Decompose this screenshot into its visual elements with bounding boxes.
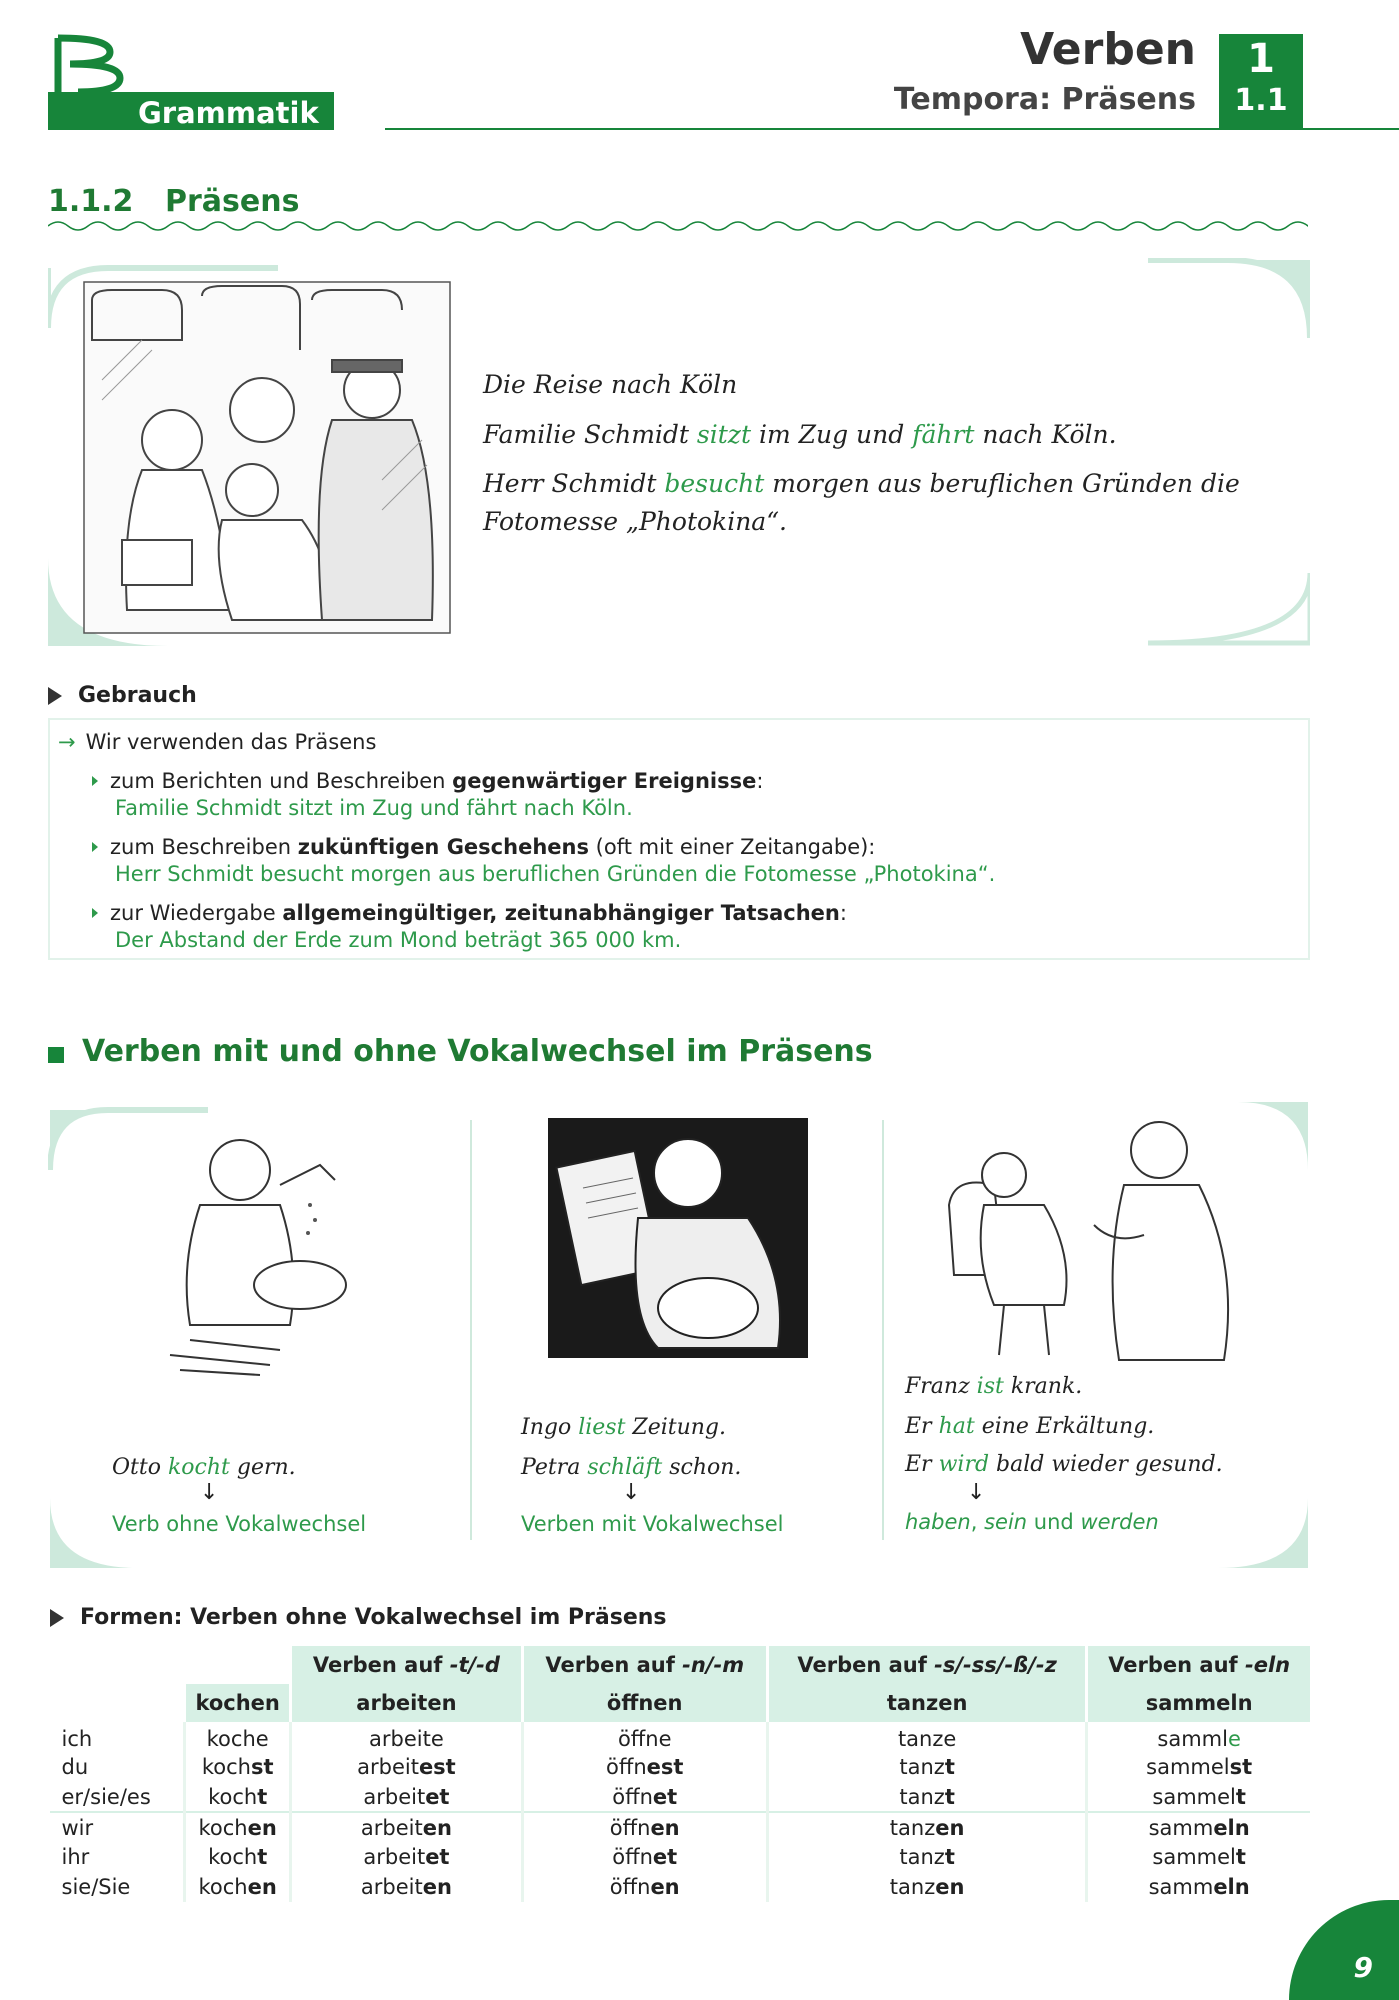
item-bold: gegenwärtiger Ereignisse — [452, 769, 757, 793]
verb-besucht: besucht — [664, 469, 765, 498]
verb-stem: arbeit — [360, 1875, 423, 1899]
arrow-right-icon: → — [58, 730, 76, 754]
caption-subject: Franz — [905, 1374, 977, 1399]
caption-end: gern. — [229, 1455, 296, 1480]
verb-ending: e — [943, 1727, 957, 1751]
verb-kocht: kocht — [167, 1455, 230, 1480]
verb-ending: en — [935, 1815, 965, 1840]
conjugation-cell — [767, 1872, 1086, 1902]
verb-ending: en — [247, 1815, 277, 1840]
note-haben: haben — [905, 1510, 971, 1534]
verb-ending: en — [650, 1815, 680, 1840]
conjugation-cell — [522, 1782, 767, 1812]
verb-stem: arbeit — [369, 1727, 431, 1751]
gebrauch-heading-text: Gebrauch — [78, 683, 197, 708]
verb-stem: tanz — [897, 1727, 944, 1751]
page-title: Verben — [1020, 24, 1196, 75]
scene-line-1-a: Familie Schmidt — [483, 420, 697, 449]
item-example: Familie Schmidt sitzt im Zug und fährt nach Köln. — [115, 796, 633, 820]
conjugation-cell — [291, 1812, 522, 1842]
verb-stem: öffn — [609, 1875, 651, 1899]
group-pre: Verben auf — [312, 1653, 450, 1677]
conjugation-cell — [522, 1722, 767, 1752]
page-corner — [1289, 1900, 1399, 2000]
logo-letter-b — [48, 34, 128, 94]
verb-stem: öffn — [612, 1784, 653, 1809]
panel-3-caption-1 — [905, 1368, 1082, 1406]
cooking-illustration — [160, 1125, 360, 1385]
verb-wird: wird — [938, 1452, 990, 1477]
chapter-number: 1 — [1247, 36, 1275, 82]
table-row — [50, 1842, 1311, 1872]
table-group-row — [50, 1646, 1311, 1684]
panel-3-note — [905, 1510, 1159, 1534]
verb-stem: koch — [206, 1727, 256, 1751]
verb-ending: est — [418, 1755, 456, 1779]
caption-subject: Ingo — [521, 1415, 579, 1440]
verb-ending: st — [250, 1755, 274, 1779]
verb-stem: sammel — [1152, 1784, 1236, 1809]
conjugation-cell — [767, 1722, 1086, 1752]
verb-ending: t — [257, 1845, 268, 1869]
conjugation-cell — [767, 1752, 1086, 1782]
triangle-icon — [50, 1609, 64, 1627]
panel-3-caption-2 — [905, 1408, 1154, 1446]
table-row — [50, 1782, 1311, 1812]
gebrauch-item — [92, 768, 763, 822]
group-suffix: -n/-m — [682, 1653, 745, 1677]
panel-2-note: Verben mit Vokalwechsel — [521, 1512, 784, 1536]
note-und: und — [1027, 1510, 1081, 1534]
verb-stem: koch — [201, 1755, 251, 1779]
verb-ending: et — [652, 1784, 678, 1809]
verb-ending: et — [652, 1845, 678, 1869]
conjugation-cell — [185, 1872, 291, 1902]
verb-ending: t — [944, 1845, 955, 1869]
blank-cell — [50, 1646, 185, 1684]
conjugation-cell — [522, 1812, 767, 1842]
item-post: : — [756, 769, 764, 793]
pronoun-cell: ich — [61, 1727, 93, 1751]
verb-ending: en — [422, 1815, 452, 1840]
pronoun-cell: er/sie/es — [61, 1784, 151, 1809]
verb-ending: eln — [1213, 1815, 1250, 1840]
verb-sitzt: sitzt — [696, 420, 752, 449]
group-suffix: -eln — [1245, 1653, 1291, 1677]
conjugation-cell — [291, 1872, 522, 1902]
conjugation-cell — [291, 1842, 522, 1872]
bullet-icon — [92, 842, 98, 852]
conjugation-cell — [1087, 1752, 1310, 1782]
note-sep: , — [970, 1510, 985, 1534]
formen-heading — [50, 1605, 667, 1630]
table-row — [50, 1812, 1311, 1842]
group-suffix: -t/-d — [449, 1653, 500, 1677]
gebrauch-item — [92, 900, 847, 954]
conjugation-cell — [1087, 1722, 1310, 1752]
group-header — [1087, 1646, 1310, 1684]
scene-line-2-b: morgen aus beruflichen Gründen die Fotomesse „Photokina“. — [483, 469, 1240, 536]
note-werden: werden — [1080, 1510, 1159, 1534]
conjugation-cell — [291, 1782, 522, 1812]
verb-stem: koch — [208, 1784, 258, 1809]
gebrauch-lead-text: Wir verwenden das Präsens — [85, 730, 377, 754]
item-example: Der Abstand der Erde zum Mond beträgt 365 000 km. — [115, 928, 682, 952]
conjugation-cell — [767, 1812, 1086, 1842]
verb-stem: arbeit — [363, 1784, 426, 1809]
group-pre: Verben auf — [797, 1653, 935, 1677]
section-title: Präsens — [165, 184, 300, 219]
square-bullet-icon — [48, 1047, 64, 1063]
caption-end: krank. — [1003, 1374, 1083, 1399]
conjugation-cell — [522, 1752, 767, 1782]
triangle-icon — [48, 687, 62, 705]
caption-end: bald wieder gesund. — [989, 1452, 1223, 1477]
subchapter-number: 1.1 — [1234, 83, 1288, 118]
verb-stem: öffn — [612, 1845, 653, 1869]
conjugation-cell — [185, 1842, 291, 1872]
verb-ending: en — [935, 1875, 965, 1899]
conjugation-table — [48, 1646, 1310, 1902]
verb-ending: e — [430, 1727, 444, 1751]
page-subtitle: Tempora: Präsens — [893, 82, 1196, 117]
verb-ending: est — [646, 1755, 684, 1779]
conjugation-cell — [185, 1752, 291, 1782]
verb-header: öffnen — [522, 1684, 767, 1722]
verb-stem: sammel — [1152, 1845, 1236, 1869]
blank-cell — [185, 1646, 291, 1684]
verb-ending: en — [422, 1875, 452, 1899]
caption-subject: Petra — [521, 1455, 588, 1480]
verb-stem: tanz — [899, 1845, 945, 1869]
verb-stem: arbeit — [363, 1845, 426, 1869]
caption-end: eine Erkältung. — [974, 1414, 1155, 1439]
verb-ending: e — [255, 1727, 269, 1751]
verb-header: kochen — [185, 1684, 291, 1722]
verb-stem: tanz — [889, 1815, 936, 1840]
verb-stem: koch — [198, 1815, 248, 1840]
group-header — [767, 1646, 1086, 1684]
conjugation-cell — [291, 1722, 522, 1752]
conjugation-cell — [767, 1842, 1086, 1872]
pronoun-cell: sie/Sie — [61, 1875, 131, 1899]
item-bold: allgemeingültiger, zeitunabhängiger Tatsachen — [282, 901, 840, 925]
blank-cell — [50, 1684, 185, 1722]
conjugation-cell — [185, 1782, 291, 1812]
note-sein: sein — [984, 1510, 1028, 1534]
gebrauch-heading — [48, 683, 197, 708]
caption-subject: Otto — [112, 1455, 168, 1480]
scene-line-1 — [483, 415, 1283, 455]
train-family-illustration — [82, 280, 452, 635]
panel-separator — [882, 1120, 884, 1540]
pronoun-cell: wir — [50, 1812, 185, 1842]
caption-end: schon. — [662, 1455, 742, 1480]
gebrauch-item — [92, 834, 995, 888]
pronoun-cell: ihr — [61, 1845, 90, 1869]
verb-ending: en — [650, 1875, 680, 1899]
verb-header: arbeiten — [291, 1684, 522, 1722]
caption-subject: Er — [905, 1414, 939, 1439]
verb-stem: tanz — [899, 1784, 945, 1809]
verb-ending: t — [944, 1755, 955, 1779]
arrow-down-icon: ↓ — [200, 1480, 219, 1505]
conjugation-cell — [1087, 1872, 1310, 1902]
verb-hat: hat — [938, 1414, 975, 1439]
scene-line-2-a: Herr Schmidt — [483, 469, 665, 498]
verb-stem: samml — [1157, 1727, 1228, 1751]
item-post: : — [839, 901, 847, 925]
item-example: Herr Schmidt besucht morgen aus beruflichen Gründen die Fotomesse „Photokina“. — [115, 862, 996, 886]
bullet-icon — [92, 908, 98, 918]
verb-stem: samm — [1148, 1875, 1214, 1899]
verb-faehrt: fährt — [912, 420, 975, 449]
table-row — [50, 1752, 1311, 1782]
group-pre: Verben auf — [1108, 1653, 1245, 1677]
scene-line-1-b: im Zug und — [751, 420, 913, 449]
verb-ending: t — [1235, 1845, 1246, 1869]
arrow-down-icon: ↓ — [622, 1480, 641, 1505]
table-row — [50, 1872, 1311, 1902]
item-text: zum Beschreiben — [110, 835, 298, 859]
conjugation-cell — [1087, 1842, 1310, 1872]
group-suffix: -s/-ss/-ß/-z — [934, 1653, 1057, 1677]
item-text: zum Berichten und Beschreiben — [110, 769, 453, 793]
group-header — [522, 1646, 767, 1684]
verb-ending: eln — [1213, 1875, 1250, 1899]
verb-ending: et — [425, 1784, 450, 1809]
verb-stem: samm — [1148, 1815, 1214, 1840]
doctor-illustration — [944, 1115, 1244, 1365]
page-number: 9 — [1353, 1951, 1373, 1984]
panel-1-note: Verb ohne Vokalwechsel — [112, 1512, 367, 1536]
verb-ending: en — [247, 1875, 277, 1899]
scene-line-2 — [483, 465, 1283, 541]
chapter-badge — [1219, 34, 1303, 128]
verb-header: tanzen — [767, 1684, 1086, 1722]
verb-stem: sammel — [1146, 1755, 1230, 1779]
conjugation-cell — [767, 1782, 1086, 1812]
verb-ending: t — [1235, 1784, 1246, 1809]
vokal-heading: Verben mit und ohne Vokalwechsel im Präsens — [82, 1034, 873, 1069]
panel-separator — [470, 1120, 472, 1540]
verb-ending: t — [257, 1784, 268, 1809]
reading-illustration — [548, 1118, 808, 1358]
conjugation-cell — [522, 1842, 767, 1872]
verb-stem: koch — [198, 1875, 248, 1899]
table-body — [50, 1722, 1311, 1902]
table-verb-row — [50, 1684, 1311, 1722]
conjugation-cell — [291, 1752, 522, 1782]
verb-header: sammeln — [1087, 1684, 1310, 1722]
caption-subject: Er — [905, 1452, 939, 1477]
verb-liest: liest — [578, 1415, 626, 1440]
panel-2-caption-1 — [521, 1409, 726, 1447]
scene-line-1-c: nach Köln. — [974, 420, 1117, 449]
verb-ending: st — [1229, 1755, 1253, 1779]
scene-title: Die Reise nach Köln — [483, 370, 738, 399]
caption-end: Zeitung. — [625, 1415, 727, 1440]
scene-text — [483, 365, 1283, 551]
verb-stem: öffn — [617, 1727, 659, 1751]
verb-stem: arbeit — [360, 1815, 423, 1840]
verb-ending: t — [944, 1784, 955, 1809]
conjugation-cell — [185, 1722, 291, 1752]
item-post: (oft mit einer Zeitangabe): — [588, 835, 876, 859]
wave-divider — [48, 218, 1308, 234]
logo-label: Grammatik — [138, 96, 319, 130]
conjugation-cell — [522, 1872, 767, 1902]
group-header — [291, 1646, 522, 1684]
header-rule — [385, 128, 1399, 130]
verb-ist: ist — [976, 1374, 1004, 1399]
verb-stem: arbeit — [357, 1755, 419, 1779]
verb-stem: öffn — [609, 1815, 651, 1840]
item-bold: zukünftigen Geschehens — [297, 835, 589, 859]
arrow-down-icon: ↓ — [967, 1480, 986, 1505]
group-pre: Verben auf — [545, 1653, 683, 1677]
verb-stem: tanz — [889, 1875, 936, 1899]
formen-heading-text: Formen: Verben ohne Vokalwechsel im Präsens — [80, 1605, 667, 1630]
verb-ending: et — [425, 1845, 450, 1869]
conjugation-cell — [185, 1812, 291, 1842]
verb-stem: tanz — [899, 1755, 945, 1779]
pronoun-cell: du — [61, 1755, 89, 1779]
verb-stem: öffn — [606, 1755, 647, 1779]
panel-3-caption-3 — [905, 1446, 1223, 1484]
verb-schlaeft: schläft — [587, 1455, 663, 1480]
verb-stem: koch — [208, 1845, 258, 1869]
verb-ending: e — [658, 1727, 672, 1751]
conjugation-cell — [1087, 1782, 1310, 1812]
bullet-icon — [92, 776, 98, 786]
table-row — [50, 1722, 1311, 1752]
conjugation-cell — [1087, 1812, 1310, 1842]
item-text: zur Wiedergabe — [110, 901, 283, 925]
section-number: 1.1.2 — [48, 184, 134, 219]
verb-ending: e — [1227, 1727, 1241, 1751]
gebrauch-lead — [58, 730, 376, 754]
